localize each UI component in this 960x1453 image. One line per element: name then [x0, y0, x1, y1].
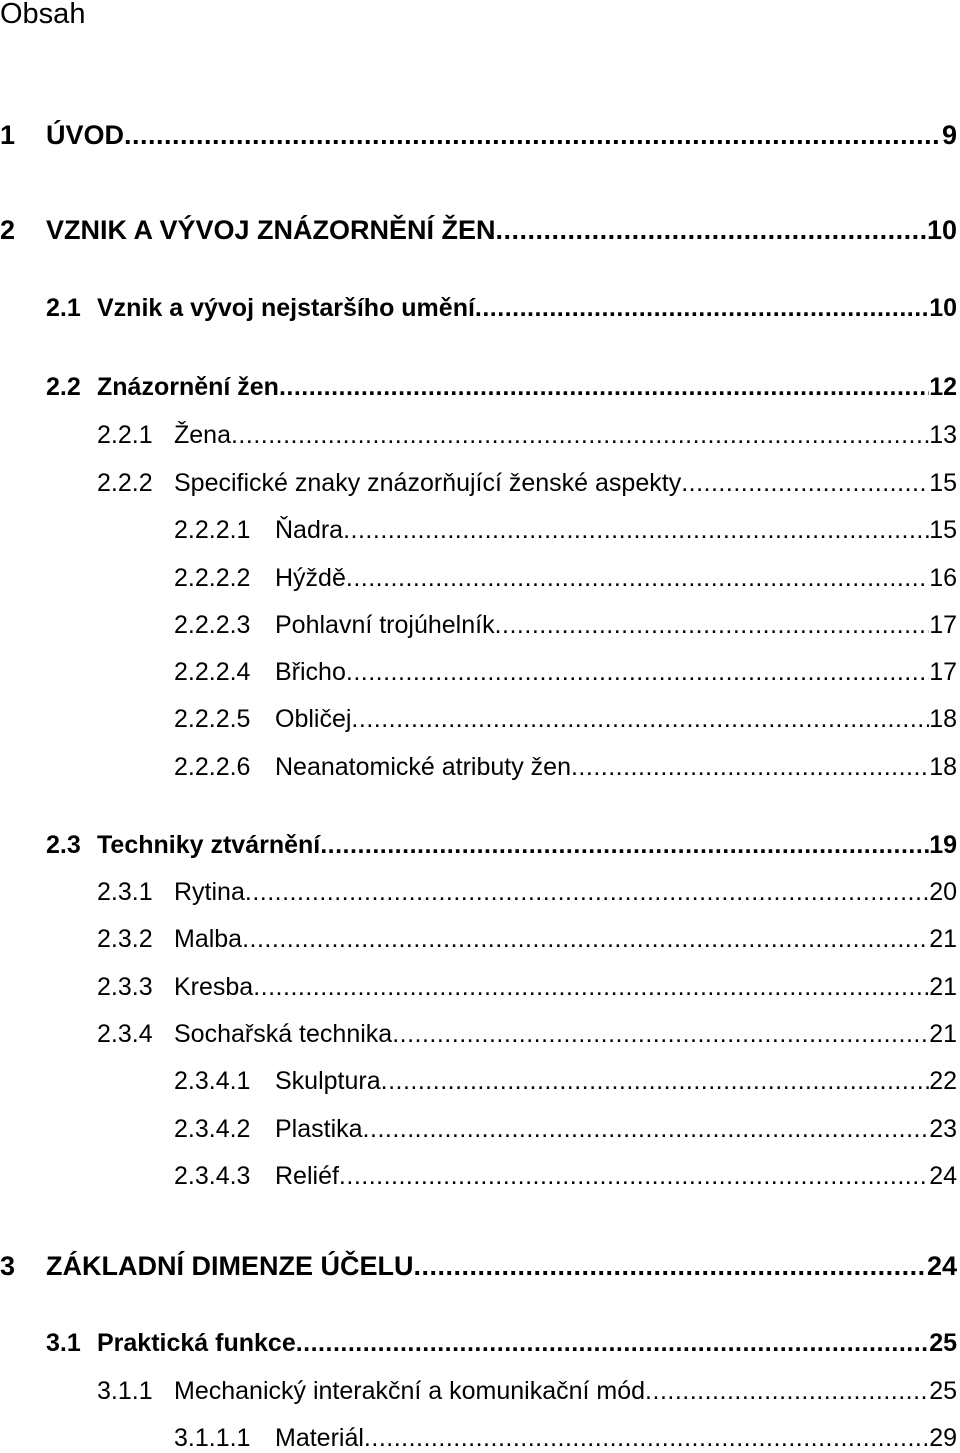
toc-entry-label: Malba — [174, 925, 243, 953]
toc-leader-dots — [413, 1251, 926, 1281]
toc-entry-page: 18 — [929, 705, 957, 733]
toc-entry[interactable] — [0, 914, 957, 954]
toc-entry-page: 19 — [929, 831, 957, 859]
toc-entry-label: Skulptura — [275, 1067, 381, 1095]
toc-entry-number: 2.3.1 — [97, 878, 153, 906]
toc-entry[interactable] — [0, 410, 957, 450]
toc-leader-dots — [296, 1328, 929, 1358]
toc-entry-number: 1 — [0, 120, 16, 150]
toc-entry-number: 2.3.4 — [97, 1020, 153, 1048]
toc-leader-dots — [242, 924, 929, 954]
toc-entry-page: 20 — [929, 878, 957, 906]
toc-leader-dots — [495, 610, 930, 640]
toc-entry-number: 2.2.2.4 — [174, 658, 251, 686]
toc-entry-page: 10 — [926, 215, 957, 245]
toc-entry-page: 18 — [929, 753, 957, 781]
toc-entry[interactable] — [0, 553, 957, 593]
toc-leader-dots — [392, 1019, 929, 1049]
toc-leader-dots — [475, 293, 929, 323]
toc-entry-number: 2.3.3 — [97, 973, 153, 1001]
toc-entry-label: Praktická funkce — [97, 1329, 296, 1357]
toc-entry[interactable] — [0, 458, 957, 498]
toc-leader-dots — [681, 468, 929, 498]
toc-entry-number: 3.1.1.1 — [174, 1424, 251, 1452]
toc-entry-number: 3.1.1 — [97, 1377, 153, 1405]
toc-leader-dots — [339, 1161, 929, 1191]
toc-entry-page: 29 — [929, 1424, 957, 1452]
toc-entry-page: 21 — [929, 973, 957, 1001]
toc-entry-label: Rytina — [174, 878, 245, 906]
toc-entry-page: 9 — [941, 120, 957, 150]
toc-entry-number: 2.1 — [46, 294, 81, 322]
toc-entry[interactable] — [0, 694, 957, 734]
toc-entry-label: Mechanický interakční a komunikační mód — [174, 1377, 646, 1405]
toc-entry-number: 2.2.2.1 — [174, 516, 251, 544]
toc-entry[interactable] — [0, 1366, 957, 1406]
toc-leader-dots — [346, 563, 929, 593]
toc-leader-dots — [645, 1376, 929, 1406]
toc-entry[interactable] — [0, 1318, 957, 1358]
toc-leader-dots — [343, 515, 929, 545]
toc-entry-page: 25 — [929, 1329, 957, 1357]
toc-leader-dots — [381, 1066, 930, 1096]
toc-entry-page: 13 — [929, 421, 957, 449]
toc-entry-label: ZÁKLADNÍ DIMENZE ÚČELU — [46, 1251, 414, 1281]
toc-entry-page: 24 — [929, 1162, 957, 1190]
toc-entry-number: 3.1 — [46, 1329, 81, 1357]
toc-entry-label: Materiál — [275, 1424, 364, 1452]
toc-entry-number: 2.2.2 — [97, 469, 153, 497]
toc-entry-label: Pohlavní trojúhelník — [275, 611, 495, 639]
toc-entry-label: Ňadra — [275, 516, 344, 544]
toc-entry-label: Techniky ztvárnění — [97, 831, 321, 859]
toc-entry[interactable] — [0, 362, 957, 402]
toc-entry[interactable] — [0, 742, 957, 782]
toc-entry-number: 3 — [0, 1251, 16, 1281]
toc-entry[interactable] — [0, 962, 957, 1002]
toc-entry-page: 10 — [929, 294, 957, 322]
toc-entry-page: 16 — [929, 564, 957, 592]
toc-entry-number: 2.2.2.3 — [174, 611, 251, 639]
toc-entry-page: 15 — [929, 469, 957, 497]
toc-entry-label: ÚVOD — [46, 120, 125, 150]
toc-entry-page: 25 — [929, 1377, 957, 1405]
toc-entry-number: 2.2.2.5 — [174, 705, 251, 733]
toc-entry-label: Kresba — [174, 973, 254, 1001]
toc-leader-dots — [124, 120, 942, 150]
toc-entry[interactable] — [0, 1413, 957, 1453]
toc-entry[interactable] — [0, 1009, 957, 1049]
toc-entry-label: VZNIK A VÝVOJ ZNÁZORNĚNÍ ŽEN — [46, 215, 496, 245]
toc-entry-label: Specifické znaky znázorňující ženské aspekty — [174, 469, 682, 497]
toc-entry-page: 15 — [929, 516, 957, 544]
toc-entry-number: 2.3.4.3 — [174, 1162, 251, 1190]
toc-entry-label: Sochařská technika — [174, 1020, 393, 1048]
toc-entry-number: 2.3.4.1 — [174, 1067, 251, 1095]
toc-entry[interactable] — [0, 1104, 957, 1144]
toc-entry-number: 2 — [0, 215, 16, 245]
toc-entry-page: 23 — [929, 1115, 957, 1143]
toc-entry-page: 17 — [929, 611, 957, 639]
toc-entry-page: 22 — [929, 1067, 957, 1095]
toc-entry-label: Žena — [174, 421, 231, 449]
toc-entry-number: 2.2 — [46, 373, 81, 401]
toc-entry[interactable] — [0, 1056, 957, 1096]
toc-leader-dots — [253, 972, 929, 1002]
toc-entry[interactable] — [0, 867, 957, 907]
toc-entry[interactable] — [0, 647, 957, 687]
toc-entry-label: Reliéf — [275, 1162, 339, 1190]
toc-leader-dots — [346, 657, 929, 687]
toc-leader-dots — [279, 372, 929, 402]
toc-entry[interactable] — [0, 110, 957, 150]
toc-entry[interactable] — [0, 1241, 957, 1281]
toc-entry-label: Břicho — [275, 658, 346, 686]
toc-entry-label: Vznik a vývoj nejstaršího umění — [97, 294, 475, 322]
toc-entry[interactable] — [0, 820, 957, 860]
toc-entry-page: 24 — [926, 1251, 957, 1281]
toc-entry-page: 21 — [929, 1020, 957, 1048]
toc-entry[interactable] — [0, 1151, 957, 1191]
toc-leader-dots — [496, 215, 927, 245]
toc-entry[interactable] — [0, 505, 957, 545]
toc-entry-number: 2.2.2.6 — [174, 753, 251, 781]
toc-entry-label: Obličej — [275, 705, 352, 733]
toc-leader-dots — [320, 830, 929, 860]
toc-entry-number: 2.2.1 — [97, 421, 153, 449]
toc-leader-dots — [351, 704, 929, 734]
toc-leader-dots — [363, 1114, 930, 1144]
toc-entry-page: 12 — [929, 373, 957, 401]
page-title: Obsah — [0, 0, 86, 30]
toc-entry-label: Plastika — [275, 1115, 363, 1143]
toc-leader-dots — [245, 877, 929, 907]
toc-entry-page: 17 — [929, 658, 957, 686]
toc-entry-number: 2.3.2 — [97, 925, 153, 953]
toc-entry-page: 21 — [929, 925, 957, 953]
toc-entry-number: 2.3.4.2 — [174, 1115, 251, 1143]
toc-entry[interactable] — [0, 600, 957, 640]
toc-entry[interactable] — [0, 205, 957, 245]
toc-entry-number: 2.2.2.2 — [174, 564, 251, 592]
toc-entry[interactable] — [0, 283, 957, 323]
toc-leader-dots — [231, 420, 929, 450]
toc-leader-dots — [571, 752, 929, 782]
toc-entry-label: Znázornění žen — [97, 373, 279, 401]
toc-entry-label: Neanatomické atributy žen — [275, 753, 571, 781]
toc-entry-number: 2.3 — [46, 831, 81, 859]
toc-entry-label: Hýždě — [275, 564, 346, 592]
